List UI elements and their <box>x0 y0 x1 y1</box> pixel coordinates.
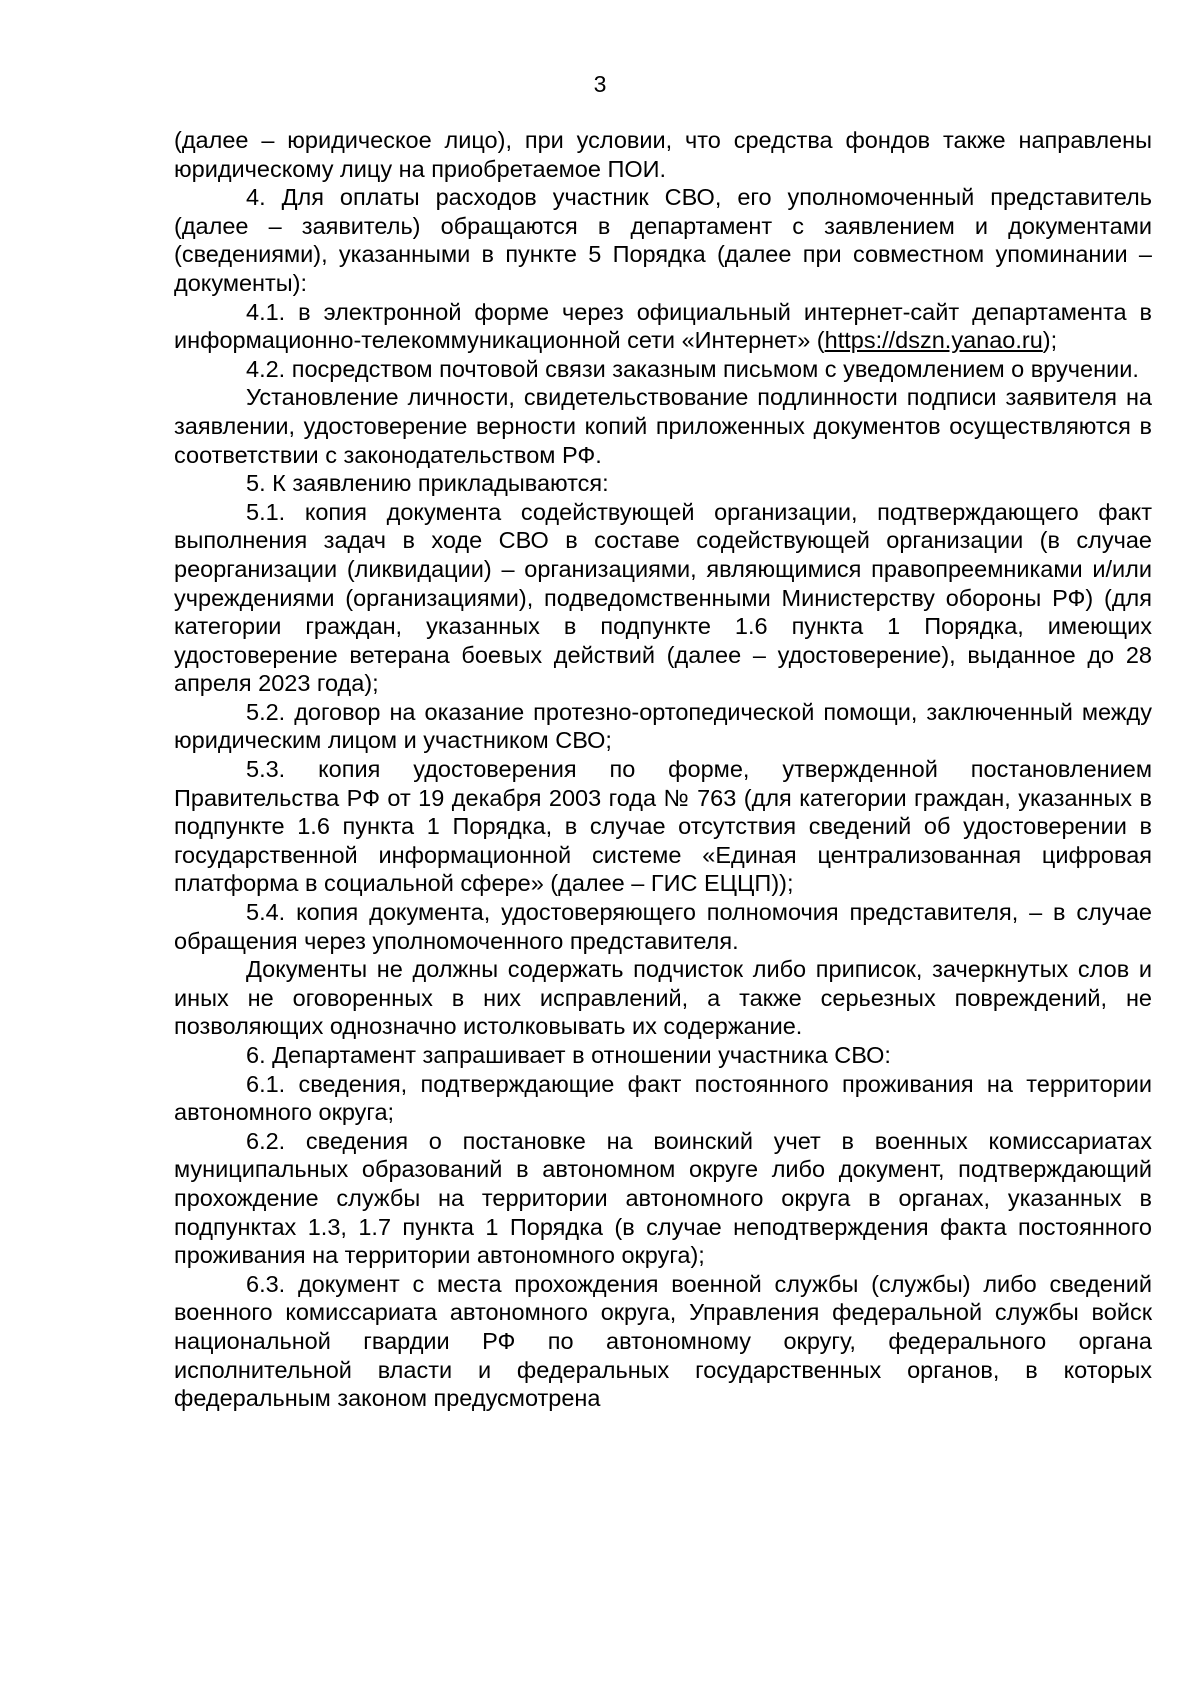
paragraph-document-requirements: Документы не должны содержать подчисток либо приписок, зачеркнутых слов и иных не оговоренных в них исправлений, а также серьезных повреждений, не позволяющих однозначно истолковывать их содержание. <box>174 956 1152 1040</box>
paragraph-item-4: 4. Для оплаты расходов участник СВО, его уполномоченный представитель (далее – заявитель) обращаются в департамент с заявлением и документами (сведениями), указанными в пункте 5 Порядка (далее при совместном упоминании – документы): <box>174 184 1152 296</box>
paragraph-item-6-2: 6.2. сведения о постановке на воинский учет в военных комиссариатах муниципальных образований в автономном округе либо документ, подтверждающий прохождение службы на территории автономного округа в органах, указанных в подпунктах 1.3, 1.7 пункта 1 Порядка (в случае неподтверждения факта постоянного проживания на территории автономного округа); <box>174 1127 1152 1269</box>
page-number: 3 <box>593 71 607 97</box>
paragraph-item-6: 6. Департамент запрашивает в отношении участника СВО: <box>246 1042 891 1068</box>
paragraph-item-5-3: 5.3. копия удостоверения по форме, утвержденной постановлением Правительства РФ от 19 декабря 2003 года № 763 (для категории граждан, указанных в подпункте 1.6 пункта 1 Порядка, в случае отсутствия сведений об удостоверении в государственной информационной системе «Единая централизованная цифровая платформа в социальной сфере» (далее – ГИС ЕЦЦП)); <box>174 756 1152 897</box>
document-body <box>174 126 1152 1413</box>
paragraph-identity-verification: Установление личности, свидетельствование подлинности подписи заявителя на заявлении, удостоверение верности копий приложенных документов осуществляются в соответствии с законодательством РФ. <box>174 384 1152 468</box>
paragraph-item-4-2: 4.2. посредством почтовой связи заказным письмом с уведомлением о вручении. <box>246 355 1139 382</box>
paragraph-item-6-3: 6.3. документ с места прохождения военной службы (службы) либо сведений военного комиссариата автономного округа, Управления федеральной службы войск национальной гвардии РФ по автономному округу, федерального органа исполнительной власти и федеральных государственных органов, в которых федеральным законом предусмотрена <box>174 1270 1152 1412</box>
paragraph-item-4-1-text-before: 4.1. в электронной форме через официальный интернет-сайт департамента в информационно-телекоммуникационной сети «Интернет» ( <box>174 298 1152 354</box>
paragraph-item-4-1 <box>174 298 1152 355</box>
paragraph-item-4-1-text-after: ); <box>1042 327 1058 354</box>
paragraph-item-5: 5. К заявлению прикладываются: <box>246 470 609 497</box>
paragraph-item-5-2: 5.2. договор на оказание протезно-ортопедической помощи, заключенный между юридическим лицом и участником СВО; <box>174 698 1152 754</box>
paragraph-item-6-1: 6.1. сведения, подтверждающие факт постоянного проживания на территории автономного округа; <box>174 1070 1152 1126</box>
website-link[interactable]: https://dszn.yanao.ru <box>824 327 1043 354</box>
paragraph-continuation: (далее – юридическое лицо), при условии, что средства фондов также направлены юридическому лицу на приобретаемое ПОИ. <box>174 127 1152 182</box>
paragraph-item-5-1: 5.1. копия документа содействующей организации, подтверждающего факт выполнения задач в ходе СВО в составе содействующей организации (в случае реорганизации (ликвидации) – организациями, являющимися правопреемниками и/или учреждениями (организациями), подведомственными Министерству обороны РФ) (для категории граждан, указанных в подпункте 1.6 пункта 1 Порядка, имеющих удостоверение ветерана боевых действий (далее – удостоверение), выданное до 28 апреля 2023 года); <box>174 498 1152 697</box>
paragraph-item-5-4: 5.4. копия документа, удостоверяющего полномочия представителя, – в случае обращения через уполномоченного представителя. <box>174 899 1152 954</box>
